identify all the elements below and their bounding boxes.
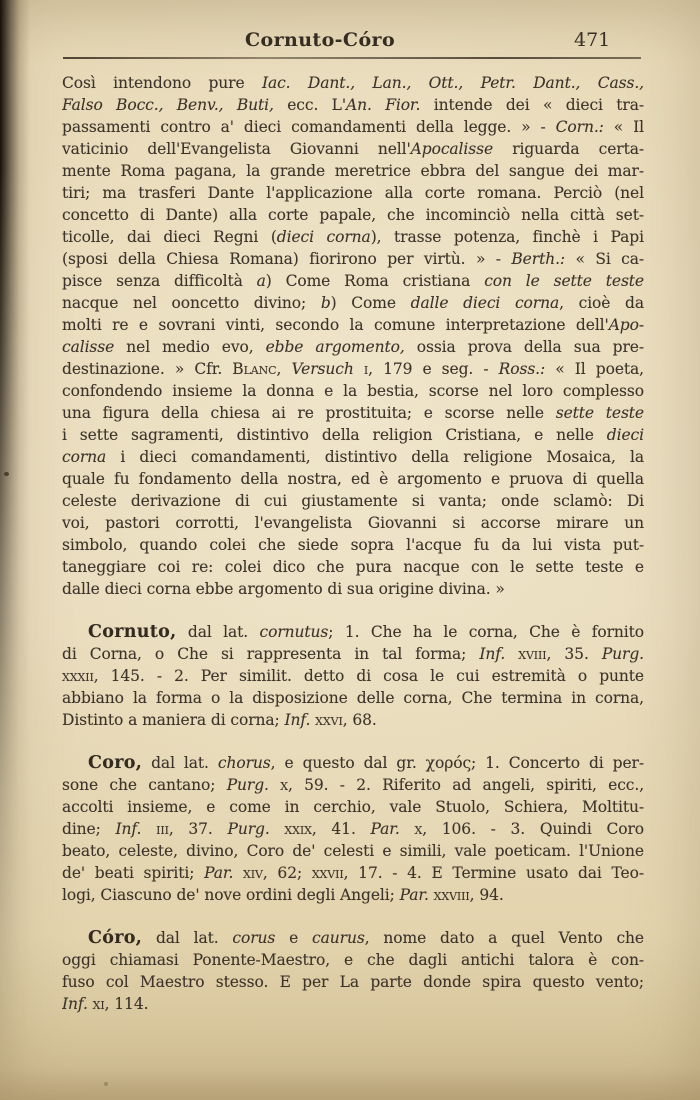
paragraph: [62, 752, 644, 906]
text-segment: , 17. - 4. E Termine usato dai Teo-: [343, 864, 644, 882]
text-segment: Berth.:: [511, 250, 566, 268]
text-segment: dalle dieci corna ebbe argomento di sua origine divina. »: [62, 580, 505, 598]
text-line: [62, 512, 644, 534]
text-line: [62, 402, 644, 424]
text-segment: An. Fior.: [346, 96, 421, 114]
text-segment: fuso col Maestro stesso. E per La parte donde spira questo vento;: [62, 973, 644, 991]
text-line: [62, 336, 644, 358]
text-segment: xxviii: [433, 886, 470, 904]
text-line: [62, 94, 644, 116]
text-segment: concetto di Dante) alla corte papale, che incominciò nella città set-: [62, 206, 644, 224]
text-segment: Córo,: [88, 928, 143, 948]
text-segment: Corn.:: [555, 118, 604, 136]
running-title: Cornuto-Córo: [244, 29, 396, 51]
text-segment: , 35.: [546, 645, 602, 663]
text-segment: riguarda certa-: [493, 140, 644, 158]
text-segment: xxvii: [311, 864, 344, 882]
text-line: [62, 182, 644, 204]
text-line: [62, 643, 644, 665]
paragraph: [62, 621, 644, 731]
text-segment: beato, celeste, divino, Coro de' celesti e simili, vale poeticam. l'Unione: [62, 842, 644, 860]
text-segment: x: [280, 776, 288, 794]
text-line: [62, 927, 644, 949]
text-segment: Blanc: [232, 360, 277, 378]
text-segment: nel medio evo,: [114, 338, 266, 356]
text-segment: , 179 e seg. -: [368, 360, 499, 378]
text-line: [62, 840, 644, 862]
text-line: [62, 534, 644, 556]
text-line: [62, 818, 644, 840]
text-segment: ,: [276, 360, 292, 378]
text-segment: voi, pastori corrotti, l'evangelista Giovanni si accorse mirare un: [62, 514, 644, 532]
text-segment: [354, 360, 364, 378]
text-segment: corus: [232, 929, 276, 947]
text-segment: Par.: [399, 886, 429, 904]
text-segment: ) Come Roma cristiana: [265, 272, 485, 290]
text-segment: b: [320, 294, 331, 312]
text-segment: nacque nel ooncetto divino;: [62, 294, 321, 312]
text-segment: ), trasse potenza, finchè i Papi: [370, 228, 644, 246]
text-segment: « Il poeta,: [545, 360, 644, 378]
text-segment: Ross.:: [498, 360, 546, 378]
text-segment: Coro,: [88, 753, 143, 773]
text-segment: xxix: [284, 820, 312, 838]
text-line: [62, 380, 644, 402]
text-segment: Falso Bocc., Benv., Buti,: [62, 96, 274, 114]
text-segment: i: [363, 360, 369, 378]
text-line: [62, 709, 644, 731]
text-segment: xxvi: [315, 711, 343, 729]
text-segment: dalle dieci corna: [410, 294, 560, 312]
text-segment: simbolo, quando colei che siede sopra l'acque fu da lui vista put-: [62, 536, 644, 554]
text-segment: ; 1. Che ha le corna, Che è fornito: [328, 623, 644, 641]
text-segment: pisce senza difficoltà: [62, 272, 257, 290]
text-segment: , 41.: [311, 820, 371, 838]
text-segment: , 68.: [342, 711, 377, 729]
text-segment: confondendo insieme la donna e la bestia, scorse nel loro complesso: [62, 382, 644, 400]
text-segment: con le sette teste: [484, 272, 644, 290]
text-segment: , 106. - 3. Quindi Coro: [422, 820, 644, 838]
ink-speck: [104, 1082, 108, 1086]
ink-speck: [4, 472, 9, 476]
text-line: [62, 578, 644, 600]
text-segment: Inf.: [284, 711, 311, 729]
text-segment: oggi chiamasi Ponente-Maestro, e che dagli antichi talora è con-: [62, 951, 644, 969]
text-line: [62, 774, 644, 796]
paragraph: [62, 72, 644, 600]
text-segment: [141, 820, 156, 838]
text-segment: Purg.: [226, 776, 269, 794]
text-segment: dieci: [606, 426, 644, 444]
text-segment: , cioè da: [559, 294, 644, 312]
text-segment: Distinto a maniera di corna;: [62, 711, 285, 729]
text-line: [62, 490, 644, 512]
text-line: [62, 226, 644, 248]
text-segment: ) Come: [330, 294, 411, 312]
text-segment: « Si ca-: [565, 250, 644, 268]
text-segment: ebbe argomento,: [265, 338, 405, 356]
text-segment: Par.: [204, 864, 234, 882]
text-segment: quale fu fondamento della nostra, ed è argomento e pruova di quella: [62, 470, 644, 488]
text-segment: Inf.: [479, 645, 506, 663]
text-segment: i dieci comandamenti, distintivo della religione Mosaica, la: [106, 448, 644, 466]
text-segment: taneggiare coi re: colei dico che pura nacque con le sette teste e: [62, 558, 644, 576]
text-segment: Apocalisse: [410, 140, 494, 158]
text-segment: dal lat.: [142, 754, 218, 772]
text-line: [62, 358, 644, 380]
text-segment: celeste derivazione di cui giustamente si vanta; onde sclamò: Di: [62, 492, 644, 510]
text-segment: Purg.: [601, 645, 644, 663]
text-segment: logi, Ciascuno de' nove ordini degli Angeli;: [62, 886, 400, 904]
text-segment: « Il: [603, 118, 644, 136]
text-segment: ecc. L': [273, 96, 347, 114]
text-segment: ticolle, dai dieci Regni (: [62, 228, 277, 246]
text-line: [62, 292, 644, 314]
text-line: [62, 446, 644, 468]
text-line: [62, 314, 644, 336]
text-segment: x: [414, 820, 423, 838]
text-segment: dine;: [62, 820, 116, 838]
text-segment: a: [256, 272, 266, 290]
text-line: [62, 248, 644, 270]
text-segment: mente Roma pagana, la grande meretrice ebbra del sangue dei mar-: [62, 162, 644, 180]
text-line: [62, 204, 644, 226]
text-line: [62, 621, 644, 643]
text-segment: [233, 864, 243, 882]
text-line: [62, 993, 644, 1015]
text-line: [62, 116, 644, 138]
text-segment: Purg.: [227, 820, 270, 838]
text-segment: passamenti contro a' dieci comandamenti della legge. » -: [62, 118, 556, 136]
text-segment: , nome dato a quel Vento che: [364, 929, 644, 947]
text-segment: xxxii: [62, 667, 94, 685]
text-segment: e: [275, 929, 313, 947]
text-segment: dal lat.: [176, 623, 260, 641]
text-segment: , e questo dal gr. χορός; 1. Concerto di per-: [270, 754, 644, 772]
text-segment: sette teste: [555, 404, 644, 422]
text-segment: , 94.: [469, 886, 504, 904]
text-segment: [505, 645, 518, 663]
text-segment: dal lat.: [142, 929, 233, 947]
text-segment: de' beati spiriti;: [62, 864, 205, 882]
binding-shadow: [0, 0, 30, 1100]
text-segment: [269, 776, 280, 794]
text-segment: (sposi della Chiesa Romana) fiorirono per virtù. » -: [62, 250, 512, 268]
text-segment: chorus: [217, 754, 271, 772]
header-rule: [63, 57, 641, 59]
text-line: [62, 752, 644, 774]
text-segment: caurus: [312, 929, 365, 947]
text-line: [62, 862, 644, 884]
text-line: [62, 665, 644, 687]
text-segment: Cornuto,: [88, 622, 177, 642]
text-segment: xi: [92, 995, 105, 1013]
text-segment: di Corna, o Che si rappresenta in tal forma;: [62, 645, 480, 663]
text-segment: , 62;: [262, 864, 312, 882]
text-segment: Versuch: [291, 360, 354, 378]
text-segment: corna: [62, 448, 107, 466]
text-segment: accolti insieme, e come in cerchio, vale Stuolo, Schiera, Moltitu-: [62, 798, 644, 816]
text-line: [62, 468, 644, 490]
text-segment: ossia prova della sua pre-: [404, 338, 644, 356]
text-line: [62, 556, 644, 578]
text-segment: Inf.: [62, 995, 88, 1013]
text-segment: sone che cantano;: [62, 776, 227, 794]
paragraph: [62, 927, 644, 1015]
text-segment: Così intendono pure: [62, 74, 262, 92]
text-segment: calisse: [62, 338, 115, 356]
text-line: [62, 884, 644, 906]
text-line: [62, 796, 644, 818]
page-text: [62, 72, 644, 1015]
text-line: [62, 138, 644, 160]
text-segment: intende dei « dieci tra-: [420, 96, 644, 114]
text-segment: , 59. - 2. Riferito ad angeli, spiriti, ecc.,: [287, 776, 644, 794]
text-line: [62, 949, 644, 971]
text-segment: , 145. - 2. Per similit. detto di cosa le cui estremità o punte: [93, 667, 644, 685]
text-line: [62, 687, 644, 709]
text-segment: xviii: [518, 645, 547, 663]
text-segment: dieci corna: [276, 228, 371, 246]
text-segment: molti re e sovrani vinti, secondo la comune interpretazione dell': [62, 316, 609, 334]
text-line: [62, 270, 644, 292]
text-line: [62, 72, 644, 94]
text-line: [62, 160, 644, 182]
text-segment: [270, 820, 285, 838]
text-segment: xiv: [243, 864, 263, 882]
text-segment: [400, 820, 415, 838]
text-segment: Iac. Dant., Lan., Ott., Petr. Dant., Cass.,: [261, 74, 644, 92]
text-segment: i sette sagramenti, distintivo della religion Cristiana, e nelle: [62, 426, 607, 444]
text-segment: destinazione. » Cfr.: [62, 360, 233, 378]
text-segment: abbiano la forma o la disposizione delle corna, Che termina in corna,: [62, 689, 644, 707]
text-segment: una figura della chiesa ai re prostituita; e scorse nelle: [62, 404, 556, 422]
text-segment: , 37.: [168, 820, 228, 838]
text-segment: tiri; ma trasferi Dante l'applicazione alla corte romana. Perciò (nel: [62, 184, 644, 202]
text-segment: , 114.: [104, 995, 149, 1013]
text-segment: Inf.: [115, 820, 142, 838]
text-line: [62, 971, 644, 993]
text-line: [62, 424, 644, 446]
text-segment: vaticinio dell'Evangelista Giovanni nell': [62, 140, 411, 158]
page-number: 471: [574, 29, 611, 51]
text-segment: Apo-: [608, 316, 644, 334]
text-segment: iii: [156, 820, 169, 838]
text-segment: cornutus: [259, 623, 329, 641]
text-segment: Par.: [370, 820, 400, 838]
